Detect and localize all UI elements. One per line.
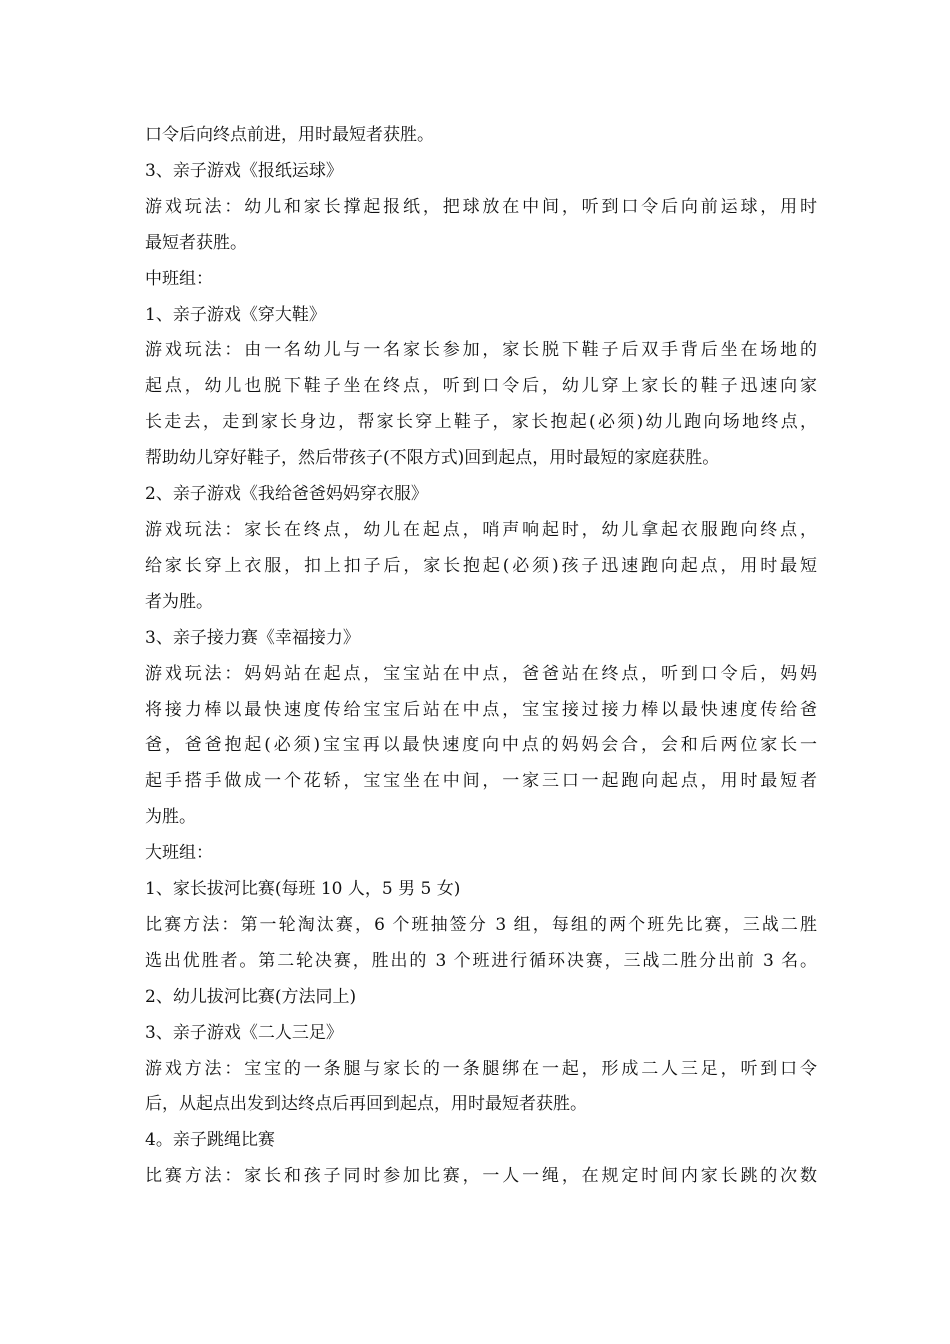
heading-line: 3、亲子接力赛《幸福接力》 bbox=[145, 627, 360, 648]
document-body bbox=[145, 118, 817, 1195]
heading-line: 2、幼儿拔河比赛(方法同上) bbox=[145, 986, 357, 1007]
text-line: 将接力棒以最快速度传给宝宝后站在中点，宝宝接过接力棒以最快速度传给爸 bbox=[145, 699, 817, 720]
heading-line: 1、亲子游戏《穿大鞋》 bbox=[145, 304, 326, 325]
text-line: 游戏玩法：幼儿和家长撑起报纸，把球放在中间，听到口令后向前运球，用时 bbox=[145, 196, 817, 217]
text-line: 长走去，走到家长身边，帮家长穿上鞋子，家长抱起(必须)幼儿跑向场地终点， bbox=[145, 412, 817, 433]
heading-line: 3、亲子游戏《二人三足》 bbox=[145, 1022, 343, 1043]
text-line: 选出优胜者。第二轮决赛，胜出的 3 个班进行循环决赛，三战二胜分出前 3 名。 bbox=[145, 950, 817, 971]
text-line: 游戏玩法：由一名幼儿与一名家长参加，家长脱下鞋子后双手背后坐在场地的 bbox=[145, 340, 817, 361]
text-line: 比赛方法：第一轮淘汰赛，6 个班抽签分 3 组，每组的两个班先比赛，三战二胜 bbox=[145, 914, 817, 935]
text-line: 游戏玩法：妈妈站在起点，宝宝站在中点，爸爸站在终点，听到口令后，妈妈 bbox=[145, 663, 817, 684]
heading-line: 2、亲子游戏《我给爸爸妈妈穿衣服》 bbox=[145, 484, 428, 505]
section-heading: 中班组： bbox=[145, 268, 213, 289]
text-line: 帮助幼儿穿好鞋子，然后带孩子(不限方式)回到起点，用时最短的家庭获胜。 bbox=[145, 448, 720, 469]
text-line: 后，从起点出发到达终点后再回到起点，用时最短者获胜。 bbox=[145, 1094, 587, 1115]
text-line: 者为胜。 bbox=[145, 591, 213, 612]
text-line: 游戏方法：宝宝的一条腿与家长的一条腿绑在一起，形成二人三足，听到口令 bbox=[145, 1058, 817, 1079]
heading-line: 1、家长拔河比赛(每班 10 人，5 男 5 女) bbox=[145, 879, 461, 900]
heading-line: 4。亲子跳绳比赛 bbox=[145, 1130, 275, 1151]
text-line: 起点，幼儿也脱下鞋子坐在终点，听到口令后，幼儿穿上家长的鞋子迅速向家 bbox=[145, 376, 817, 397]
text-line: 口令后向终点前进，用时最短者获胜。 bbox=[145, 125, 434, 145]
text-line: 为胜。 bbox=[145, 807, 196, 828]
text-line: 游戏玩法：家长在终点，幼儿在起点，哨声响起时，幼儿拿起衣服跑向终点， bbox=[145, 519, 817, 540]
text-line: 起手搭手做成一个花轿，宝宝坐在中间，一家三口一起跑向起点，用时最短者 bbox=[145, 771, 817, 792]
text-line: 爸，爸爸抱起(必须)宝宝再以最快速度向中点的妈妈会合，会和后两位家长一 bbox=[145, 735, 817, 756]
text-line: 比赛方法：家长和孩子同时参加比赛，一人一绳，在规定时间内家长跳的次数 bbox=[145, 1166, 817, 1187]
text-line: 给家长穿上衣服，扣上扣子后，家长抱起(必须)孩子迅速跑向起点，用时最短 bbox=[145, 555, 817, 576]
section-heading: 大班组： bbox=[145, 843, 213, 864]
heading-line: 3、亲子游戏《报纸运球》 bbox=[145, 160, 343, 181]
text-line: 最短者获胜。 bbox=[145, 232, 247, 253]
